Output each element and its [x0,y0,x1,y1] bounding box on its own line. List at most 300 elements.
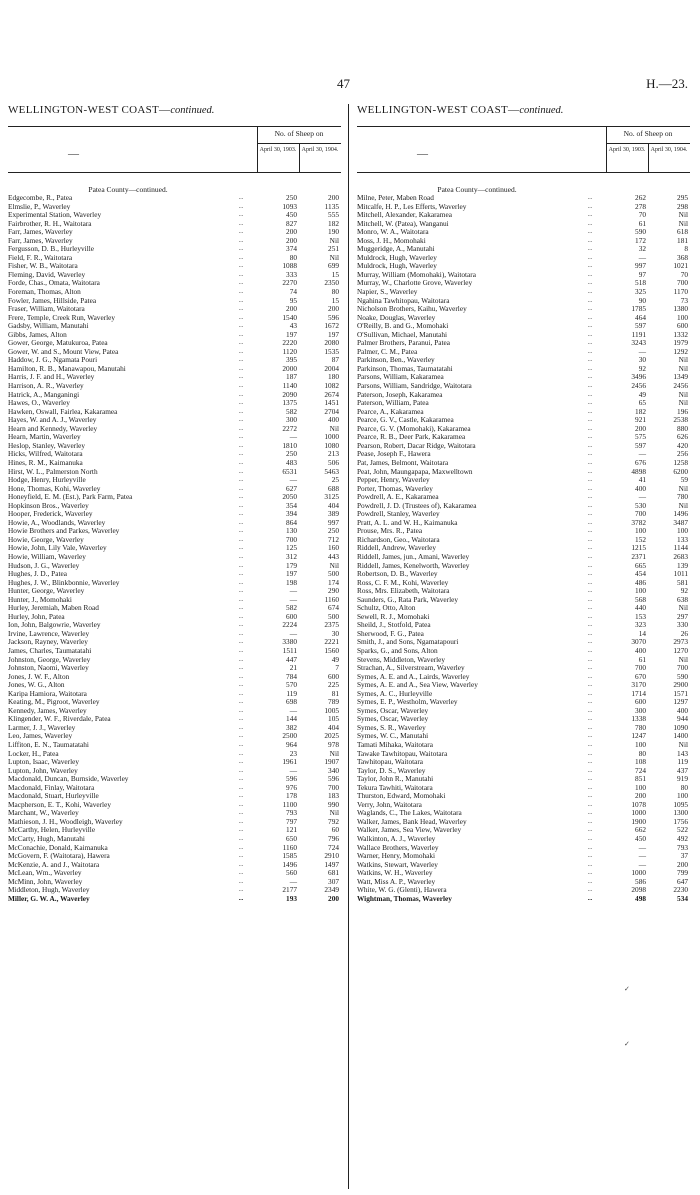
leader-dots: ... [238,391,244,398]
leader-dots: ... [238,844,244,851]
column-title: WELLINGTON-WEST COAST—continued. [357,104,564,116]
leader-dots: ... [587,425,593,432]
owner-name: Harris, J. F. and H., Waverley [8,373,95,382]
sheep-1904: 1095 [673,799,688,809]
leader-dots: ... [238,707,244,714]
owner-name: Howie, William, Waverley [8,552,86,561]
sheep-1903: 827 [286,218,297,228]
leader-dots: ... [587,861,593,868]
sheep-1903: 2177 [282,885,297,895]
owner-name: White, W. G. (Glenti), Hawera [357,886,447,895]
leader-dots: ... [587,536,593,543]
owner-name: Middleton, Hugh, Waverley [8,886,90,895]
sheep-1904: 2456 [673,381,688,391]
sheep-1903: 200 [635,423,646,433]
sheep-1904: 1907 [324,757,339,767]
sheep-1903: 200 [286,227,297,237]
sheep-1903: 65 [638,398,646,408]
leader-dots: ... [587,562,593,569]
sheep-1903: 3170 [631,680,646,690]
leader-dots: ... [238,365,244,372]
leader-dots: ... [587,673,593,680]
leader-dots: ... [587,571,593,578]
leader-dots: ... [587,477,593,484]
sheep-1904: 799 [677,868,688,878]
sheep-1903: 1375 [282,398,297,408]
col-1903: April 30, 1903. [608,147,646,153]
sheep-1903: 197 [286,569,297,579]
sheep-1903: 100 [635,526,646,536]
sheep-1903: 21 [289,663,297,673]
sheep-1904: 712 [328,534,339,544]
owner-name: Walker, James, Sea View, Waverley [357,826,462,835]
leader-dots: ... [587,442,593,449]
leader-dots: ... [587,742,593,748]
sheep-1904: Nil [678,603,688,613]
leader-dots: ... [238,827,244,834]
owner-name: Irvine, Lawrence, Waverley [8,629,90,638]
owner-name: Sparks, G., and Sons, Alton [357,646,438,655]
leader-dots: ... [238,203,244,210]
sheep-1903: 100 [635,782,646,792]
owner-name: Hurley, John, Patea [8,612,65,621]
sheep-1904: 80 [680,782,688,792]
owner-name: Karipa Hamiora, Waitotara [8,689,87,698]
leader-dots: ... [238,742,244,748]
sheep-1903: 582 [286,406,297,416]
leader-dots: ... [587,844,593,851]
leader-dots: ... [587,357,593,364]
sheep-1904: 8 [684,244,688,254]
sheep-1904: 80 [331,287,339,297]
leader-dots: ... [238,459,244,466]
leader-dots: ... [238,195,244,201]
sheep-1904: 1560 [324,645,339,655]
leader-dots: ... [587,716,593,723]
sheep-1904: 1332 [673,329,688,339]
sheep-1903: 125 [286,543,297,553]
sheep-1903: 964 [286,740,297,749]
sheep-1904: 87 [331,355,339,365]
owner-name: Prouse, Mrs. R., Patea [357,527,423,536]
sheep-1904: 225 [328,680,339,690]
sheep-1903: 662 [635,825,646,835]
owner-name: Macdonald, Finlay, Waitotara [8,783,95,792]
owner-name: Smith, J., and Sons, Ngamatapouri [357,638,459,647]
leader-dots: ... [238,323,244,330]
sheep-1904: 590 [677,671,688,681]
sheep-1904: 2900 [673,680,688,690]
sheep-1903: 300 [635,705,646,715]
sheep-1903: 1496 [282,859,297,869]
owner-name: Symes, A. E. and A., Lairds, Waverley [357,672,470,681]
owner-name: Powdrell, J. D. (Trustees of), Kakaramea [357,501,477,510]
leader-dots: ... [238,861,244,868]
sheep-1903: 1247 [631,731,646,741]
sheep-1904: 1380 [673,304,688,314]
sheep-1903: 1961 [282,757,297,767]
sheep-1904: 700 [677,663,688,673]
sheep-1904: 143 [677,748,688,758]
owner-name: Sherwood, F. G., Patea [357,629,424,638]
sheep-1903: 700 [635,509,646,519]
sheep-1903: — [638,492,646,502]
owner-name: Heslop, Stanley, Waverley [8,441,86,450]
sheep-1903: 3243 [631,338,646,348]
owner-name: Symes, Oscar, Waverley [357,706,429,715]
leader-dots: ... [587,801,593,808]
sheep-1903: 382 [286,722,297,732]
sheep-1904: 290 [328,586,339,596]
sheep-1903: 178 [286,791,297,801]
leader-dots: ... [587,391,593,398]
leader-dots: ... [587,195,593,201]
leader-dots: ... [587,289,593,296]
sheep-1903: 2220 [282,338,297,348]
sheep-1903: 97 [638,269,646,279]
owner-name: Ngahina Tawhitopau, Waitotara [357,296,450,305]
sheep-1904: Nil [329,748,339,758]
sheep-1904: 1979 [673,338,688,348]
sheep-1904: 626 [677,432,688,442]
sheep-1904: 596 [328,312,339,322]
sheep-1904: 600 [677,321,688,331]
owner-name: Hatrick, A., Manganingi [8,390,80,399]
leader-dots: ... [238,588,244,595]
sheep-1904: 213 [328,449,339,459]
sheep-1904: 780 [677,492,688,502]
owner-name: Ross, C. F. M., Kohi, Waverley [357,578,449,587]
leader-dots: ... [587,656,593,663]
column-title: WELLINGTON-WEST COAST—continued. [8,104,215,116]
sheep-1904: 295 [677,193,688,202]
sheep-1904: 420 [677,440,688,450]
leader-dots: ... [587,630,593,637]
sheep-1903: 1000 [631,808,646,818]
sheep-1904: 997 [328,517,339,527]
sheep-1904: 1160 [324,594,339,604]
sheep-1903: 1215 [631,543,646,553]
sheep-1903: 498 [635,893,646,903]
sheep-1904: 60 [331,825,339,835]
sheep-1904: 180 [328,372,339,382]
owner-name: Taylor, John R., Manutahi [357,775,434,784]
owner-name: Sheild, J., Stotfold, Patea [357,621,431,630]
leader-dots: ... [238,562,244,569]
leader-dots: ... [587,220,593,227]
sheep-1904: 1005 [324,705,339,715]
leader-dots: ... [587,613,593,620]
sheep-1904: 1000 [324,432,339,442]
owner-name: Johnston, George, Waverley [8,655,91,664]
leader-dots: ... [238,536,244,543]
leader-dots: ... [587,519,593,526]
sheep-1903: — [638,346,646,356]
leader-dots: ... [238,237,244,244]
sheep-1903: 49 [638,389,646,399]
owner-name: Experimental Station, Waverley [8,211,102,220]
sheep-1904: 2910 [324,851,339,861]
sheep-1903: 793 [286,808,297,818]
owner-name: Tekura Tawhiti, Waitotara [357,783,433,792]
sheep-1904: 1170 [673,287,688,297]
leader-dots: ... [238,724,244,731]
owner-name: Murray, William (Momohaki), Waitotara [357,270,476,279]
owner-name: Jones, W. G., Alton [8,681,65,690]
owner-name: Pearson, Robert, Dacar Ridge, Waitotara [357,441,476,450]
sheep-1904: 724 [328,842,339,852]
owner-name: Jones, J. W. F., Alton [8,672,70,681]
sheep-1904: Nil [678,218,688,228]
owner-name: Powdrell, Stanley, Waverley [357,510,440,519]
sheep-1903: 1900 [631,816,646,826]
owner-name: Fairbrother, R. H., Waitotara [8,219,92,228]
sheep-1904: 404 [328,500,339,510]
leader-dots: ... [238,212,244,219]
leader-dots: ... [587,374,593,381]
sheep-1904: Nil [329,808,339,818]
sheep-1903: 2371 [631,551,646,561]
leader-dots: ... [238,716,244,723]
sheep-1903: 354 [286,500,297,510]
sheep-1904: Nil [678,483,688,493]
sheep-1904: 437 [677,765,688,775]
sheep-1904: 618 [677,227,688,237]
left-column [8,104,341,903]
sheep-1904: 596 [328,774,339,784]
sheep-1904: 160 [328,543,339,553]
leader-dots: ... [238,767,244,774]
sheep-1904: 1292 [673,346,688,356]
sheep-1903: 1140 [282,381,297,391]
sheep-1903: 600 [286,611,297,621]
sheep-1903: 582 [286,603,297,613]
sheep-1904: 1082 [324,381,339,391]
sheep-1904: 1451 [324,398,339,408]
sheep-1904: 200 [677,859,688,869]
owner-name: Pat, James, Belmont, Waitotara [357,458,449,467]
leader-dots: ... [587,511,593,518]
owner-name: Locker, H., Patea [8,749,59,758]
leader-dots: ... [238,656,244,663]
sheep-1904: 522 [677,825,688,835]
owner-name: Fergusson, D. B., Hurleyville [8,245,95,254]
owner-name: Jackson, Rayney, Waverley [8,638,88,647]
leader-dots: ... [587,365,593,372]
leader-dots: ... [587,810,593,817]
leader-dots: ... [238,596,244,603]
sheep-1903: 200 [286,304,297,314]
margin-mark: ✓ [624,985,630,993]
owner-name: Howie, George, Waverley [8,535,84,544]
sheep-1903: 1078 [631,799,646,809]
leader-dots: ... [587,588,593,595]
owner-name: McKenzie, A. and J., Waitotara [8,860,100,869]
sheep-1903: 3380 [282,637,297,647]
sheep-1903: 2050 [282,492,297,502]
leader-dots: ... [587,878,593,885]
sheep-1903: 262 [635,193,646,202]
owner-name: Hunter, George, Waverley [8,587,85,596]
sheep-1904: Nil [678,355,688,365]
leader-dots: ... [587,836,593,843]
owner-name: Symes, S. R., Waverley [357,723,426,732]
leader-dots: ... [238,477,244,484]
owner-name: Gadsby, William, Manutahi [8,322,89,331]
sheep-1903: 454 [635,569,646,579]
owner-name: James, Charles, Taumatatahi [8,646,92,655]
sheep-1904: 1090 [673,722,688,732]
sheep-1903: 300 [286,415,297,425]
owner-name: Hamilton, R. B., Manawapou, Manutahi [8,364,126,373]
owner-name: Hicks, Wilfred, Waitotara [8,450,83,459]
sheep-1903: 586 [635,876,646,886]
owner-name: Ross, Mrs. Elizabeth, Waitotara [357,587,450,596]
leader-dots: ... [587,212,593,219]
sheep-1903: 700 [635,663,646,673]
leader-dots: ... [238,630,244,637]
owner-name: Gower, George, Matukuroa, Patea [8,339,108,348]
sheep-1903: 333 [286,269,297,279]
sheep-1903: 74 [289,287,297,297]
sheep-1904: 400 [677,705,688,715]
sheep-1904: 700 [328,782,339,792]
sheep-1904: 2221 [324,637,339,647]
leader-dots: ... [238,246,244,253]
sheep-1903: 182 [635,406,646,416]
owner-name: Hearn, Martin, Waverley [8,433,81,442]
sheep-1903: 1338 [631,714,646,724]
owner-name: Foreman, Thomas, Alton [8,288,81,297]
sheep-1904: 793 [677,842,688,852]
owner-name: Symes, A. E. and A., Sea View, Waverley [357,681,478,690]
sheep-1904: 3125 [324,492,339,502]
sheep-1904: 1011 [673,569,688,579]
sheep-1904: 70 [680,269,688,279]
owner-name: Symes, W. C., Manutahi [357,732,429,741]
leader-dots: ... [587,818,593,825]
sheep-1904: 404 [328,722,339,732]
sheep-1904: 681 [328,868,339,878]
leader-dots: ... [238,682,244,689]
owner-name: Howie, John, Lily Vale, Waverley [8,544,107,553]
leader-dots: ... [238,400,244,407]
leader-dots: ... [238,801,244,808]
sheep-1904: 647 [677,876,688,886]
leader-dots: ... [587,827,593,834]
owner-name: Symes, A. C., Hurleyville [357,689,433,698]
owner-name: Tamati Mihaka, Waitotara [357,741,433,749]
sheep-1904: 1571 [673,688,688,698]
leader-dots: ... [238,553,244,560]
leader-dots: ... [238,605,244,612]
owner-name: Gibbs, James, Alton [8,330,67,339]
sheep-1904: 796 [328,834,339,844]
sheep-1903: 3070 [631,637,646,647]
owner-name: Muldrock, Hugh, Waverley [357,253,437,262]
sheep-1903: 250 [286,449,297,459]
leader-dots: ... [587,348,593,355]
leader-dots: ... [238,733,244,740]
owner-name: Palmer Brothers, Paranui, Patea [357,339,451,348]
sheep-1904: 133 [677,534,688,544]
owner-name: Macdonald, Duncan, Burnside, Waverley [8,775,129,784]
sheep-1903: 323 [635,620,646,630]
leader-dots: ... [238,271,244,278]
owner-name: Hurley, Jeremiah, Maben Road [8,604,99,613]
section-heading: Patea County—continued. [88,185,168,194]
leader-dots: ... [587,314,593,321]
sheep-1904: 37 [680,851,688,861]
sheep-1904: 581 [677,577,688,587]
sheep-1904: 2349 [324,885,339,895]
owner-name: Parkinson, Thomas, Taumatatahi [357,364,453,373]
sheep-1904: 256 [677,449,688,459]
sheep-1903: 121 [286,825,297,835]
sheep-1903: — [638,842,646,852]
sheep-1903: — [289,475,297,485]
owner-name: Taylor, D. S., Waverley [357,766,426,775]
sheep-1903: 119 [286,688,297,698]
leader-dots: ... [587,665,593,672]
leader-dots: ... [587,579,593,586]
sheep-1904: 119 [677,757,688,767]
sheep-1903: 864 [286,517,297,527]
owner-name: Hines, R. M., Kaimanuka [8,458,83,467]
sheep-1903: 32 [638,244,646,254]
owner-name: Mitchell, Alexander, Kakaramea [357,211,452,220]
leader-dots: ... [587,793,593,800]
leader-dots: ... [587,331,593,338]
owner-name: Hearn and Kennedy, Waverley [8,424,98,433]
sheep-count-header: No. of Sheep on [623,129,673,138]
owner-name: Walkinton, A. J., Waverley [357,835,436,844]
sheep-1903: 3782 [631,517,646,527]
sheep-1903: 597 [635,321,646,331]
sheep-1903: 1088 [282,261,297,271]
sheep-1903: 278 [635,201,646,211]
sheep-1903: 1785 [631,304,646,314]
leader-dots: ... [587,776,593,783]
sheep-1904: 400 [328,415,339,425]
sheep-1904: 1297 [673,697,688,707]
sheep-1904: 1349 [673,372,688,382]
sheep-1903: 596 [286,774,297,784]
owner-name: Pease, Joseph F., Hawera [357,450,431,459]
sheep-1904: 880 [677,423,688,433]
sheep-1904: 492 [677,834,688,844]
owner-name: Hopkinson Bros., Waverley [8,501,89,510]
sheep-1903: 200 [286,235,297,245]
owner-list [8,194,341,903]
sheep-1903: — [638,859,646,869]
sheep-1904: 100 [677,791,688,801]
leader-dots: ... [238,699,244,706]
owner-name: Pepper, Henry, Waverley [357,476,430,485]
leader-dots: ... [587,545,593,552]
sheep-1904: 105 [328,714,339,724]
sheep-1904: 26 [680,628,688,638]
sheep-1903: 568 [635,594,646,604]
owner-name: Milne, Peter, Maben Road [357,194,434,202]
sheep-count-header: No. of Sheep on [274,129,324,138]
table-row [8,895,341,904]
sheep-1903: 198 [286,577,297,587]
sheep-1904: Nil [678,389,688,399]
owner-name: Watt, Miss A. P., Waverley [357,877,436,886]
table-header: — No. of Sheep on April 30, 1903. April 30, 1904. [357,126,690,173]
sheep-1903: 518 [635,278,646,288]
